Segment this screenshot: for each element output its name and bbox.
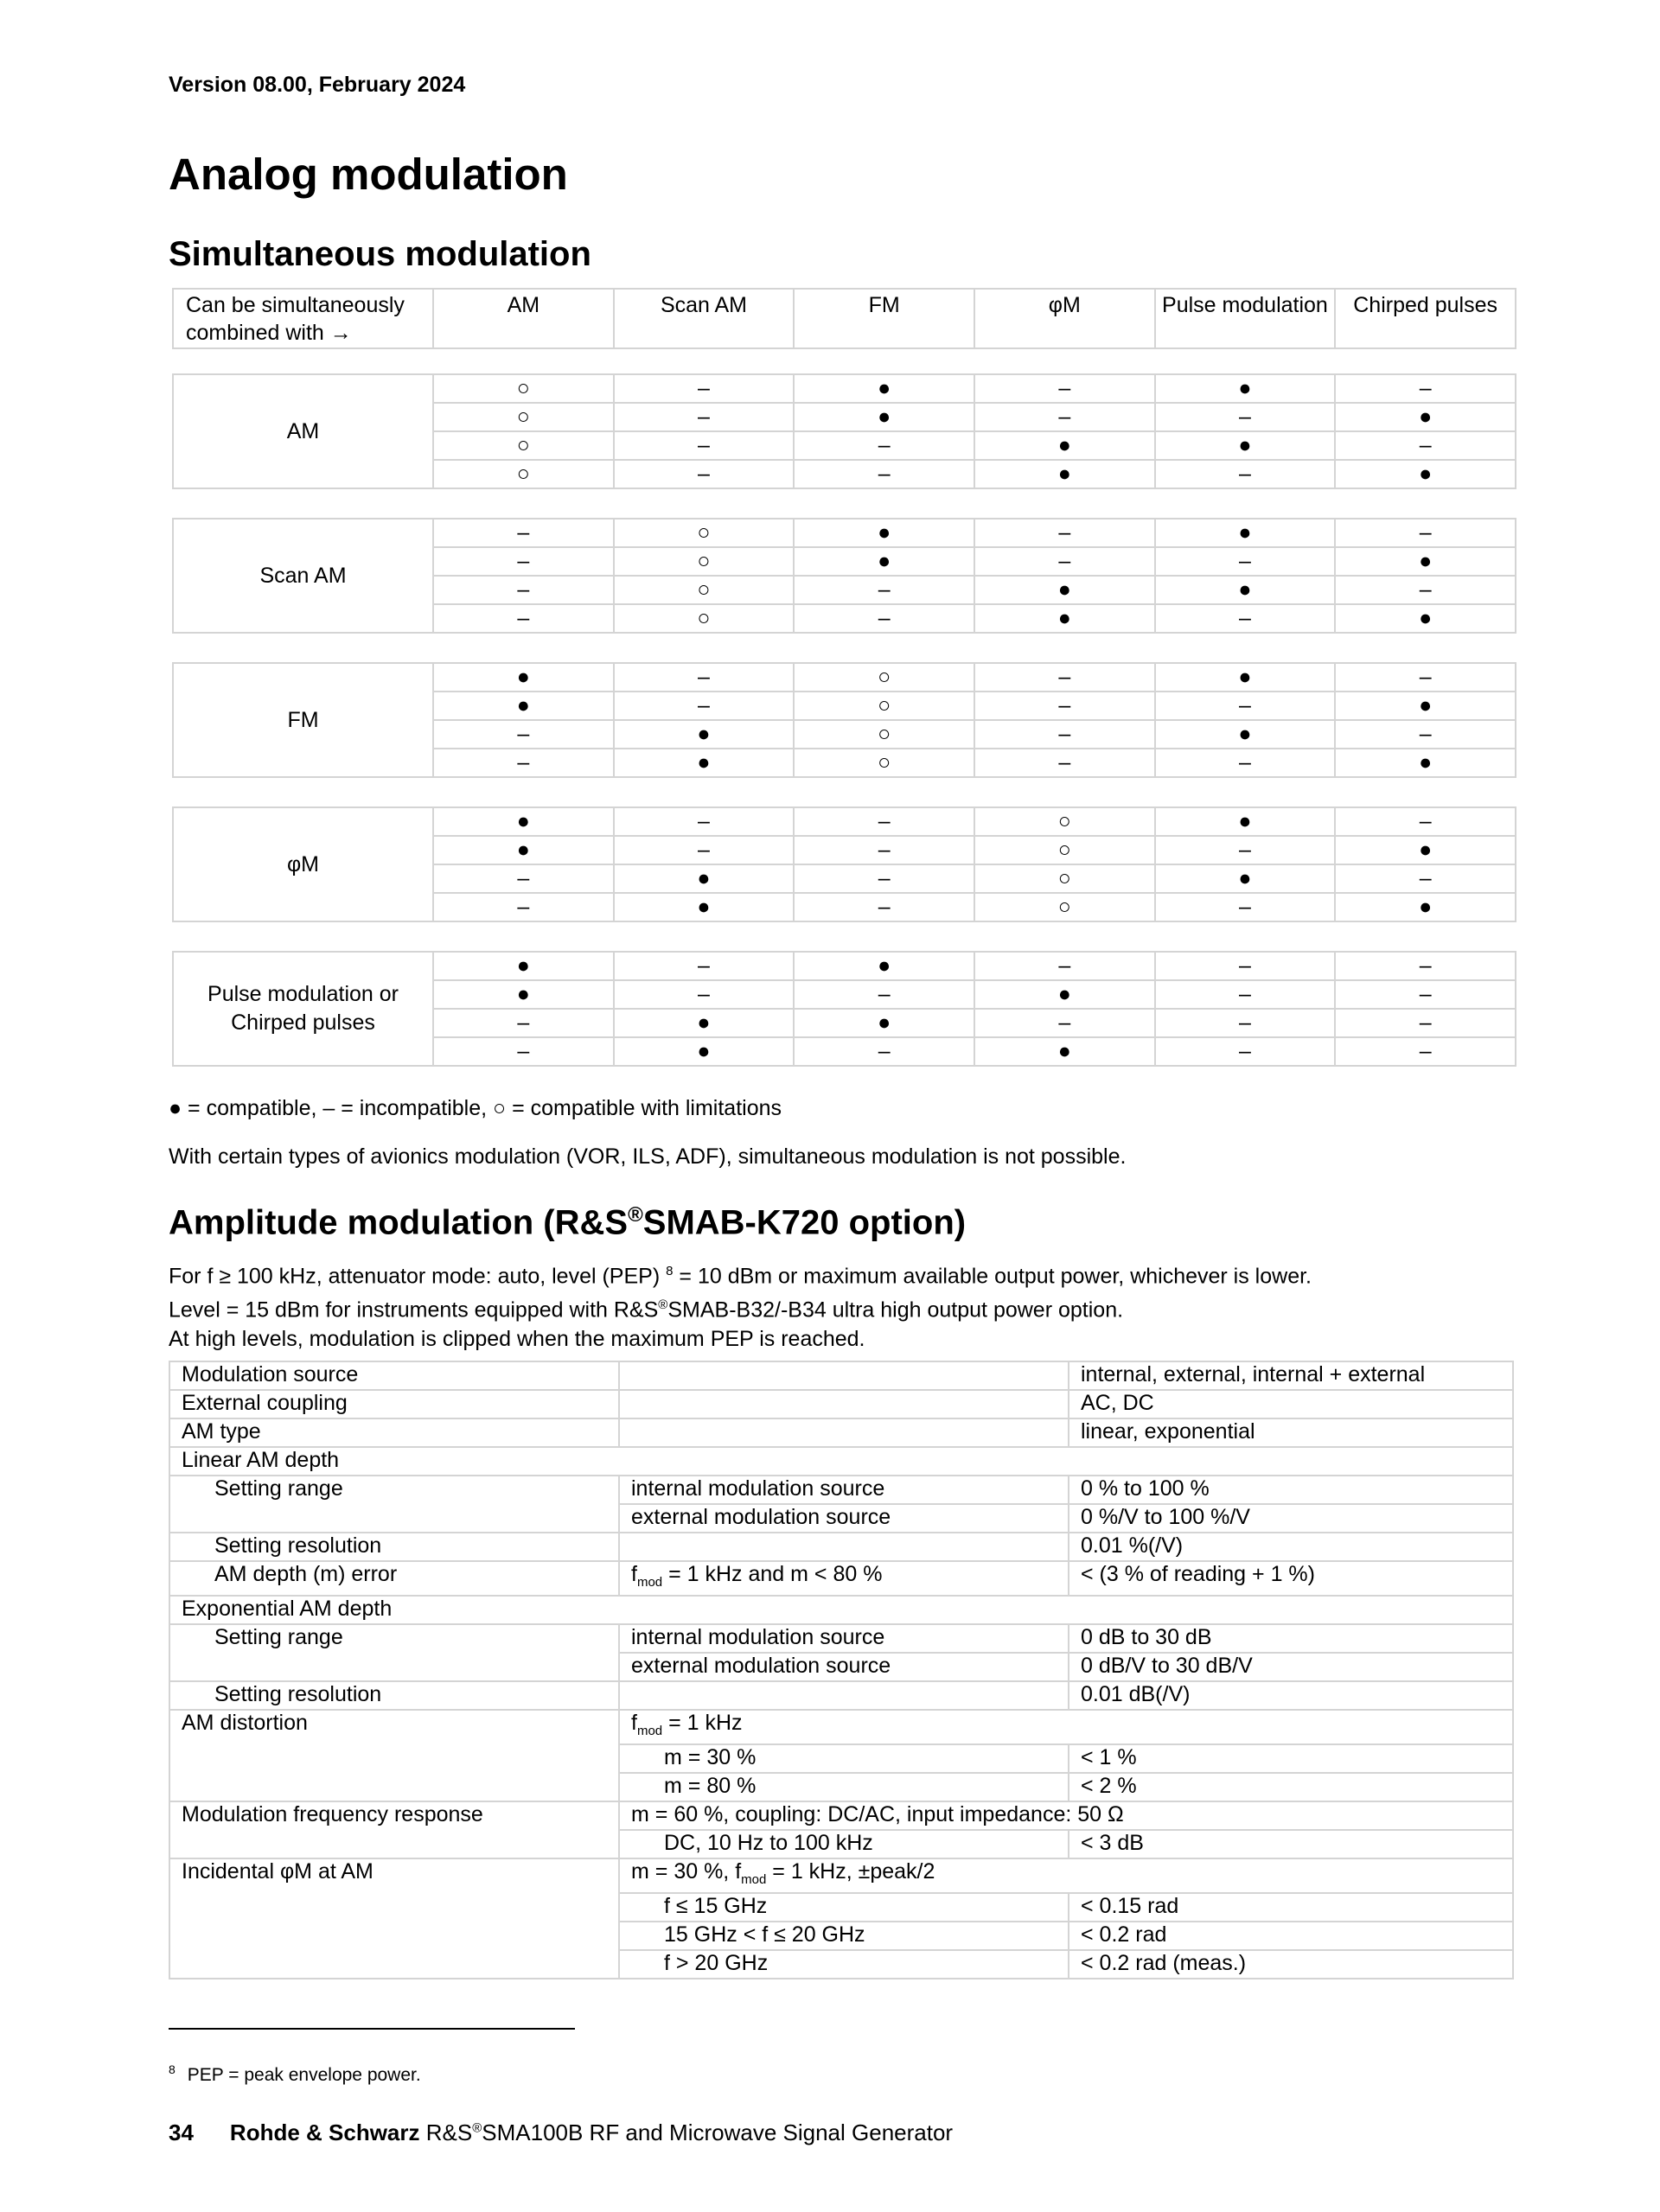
compat-cell: ● xyxy=(1155,519,1336,547)
compat-cell: ● xyxy=(614,1037,795,1066)
avionics-note: With certain types of avionics modulation (VOR, ILS, ADF), simultaneous modulation is not possible. xyxy=(169,1144,1127,1169)
header-fm: FM xyxy=(794,289,974,348)
compat-cell: ● xyxy=(433,692,614,720)
compat-cell: – xyxy=(1155,460,1336,488)
table-row: 15 GHz < f ≤ 20 GHz < 0.2 rad xyxy=(169,1922,1513,1950)
compat-cell: – xyxy=(794,460,974,488)
compat-cell: ● xyxy=(1335,403,1516,431)
simultaneous-header-table xyxy=(172,288,1516,349)
compat-cell: – xyxy=(1335,1037,1516,1066)
compat-cell: ● xyxy=(1335,604,1516,633)
compat-cell: ● xyxy=(1335,749,1516,777)
compat-cell: – xyxy=(974,519,1155,547)
compat-cell: – xyxy=(614,374,795,403)
compat-cell: ● xyxy=(1155,720,1336,749)
page-footer: 34 Rohde & Schwarz R&S®SMA100B RF and Microwave Signal Generator xyxy=(169,2120,954,2145)
compat-cell: – xyxy=(1155,952,1336,980)
compat-cell: – xyxy=(974,692,1155,720)
table-row: Modulation source internal, external, internal + external xyxy=(169,1361,1513,1390)
header-pulse-modulation: Pulse modulation xyxy=(1155,289,1336,348)
product-name: SMA100B RF and Microwave Signal Generator xyxy=(482,2120,954,2145)
compat-cell: ○ xyxy=(974,864,1155,893)
group-table-2 xyxy=(172,662,1516,778)
compat-cell: – xyxy=(433,749,614,777)
compat-cell: – xyxy=(974,547,1155,576)
compat-cell: – xyxy=(614,807,795,836)
compat-cell: ○ xyxy=(433,403,614,431)
compat-cell: – xyxy=(794,576,974,604)
group-table-3 xyxy=(172,806,1516,922)
am-heading: Amplitude modulation (R&S®SMAB-K720 option) xyxy=(169,1203,967,1242)
table-row: Setting resolution 0.01 dB(/V) xyxy=(169,1681,1513,1710)
compat-cell: ○ xyxy=(614,604,795,633)
compat-cell: – xyxy=(1335,431,1516,460)
group-label: FM xyxy=(173,663,433,777)
compat-cell: – xyxy=(1335,663,1516,692)
compat-cell: – xyxy=(1335,519,1516,547)
compat-cell: – xyxy=(1155,403,1336,431)
compat-cell: – xyxy=(794,836,974,864)
table-row: Setting range internal modulation source 0 % to 100 % xyxy=(169,1476,1513,1504)
compat-cell: ● xyxy=(614,1009,795,1037)
footnote: $^8$ PEP = peak envelope power. xyxy=(169,2062,421,2085)
compat-cell: ○ xyxy=(974,893,1155,921)
compat-cell: ● xyxy=(794,403,974,431)
compat-cell: – xyxy=(614,431,795,460)
compat-cell: ● xyxy=(614,720,795,749)
compat-cell: – xyxy=(1155,980,1336,1009)
legend: ● = compatible, – = incompatible, ○ = compatible with limitations xyxy=(169,1096,782,1120)
header-combined-with: Can be simultaneously combined with → xyxy=(173,289,433,348)
compat-cell: ● xyxy=(614,893,795,921)
table-row: f ≤ 15 GHz < 0.15 rad xyxy=(169,1893,1513,1922)
compat-cell: ○ xyxy=(974,807,1155,836)
compat-cell: – xyxy=(974,374,1155,403)
header-scan-am: Scan AM xyxy=(614,289,795,348)
compat-cell: ● xyxy=(974,980,1155,1009)
compat-cell: – xyxy=(614,980,795,1009)
compat-cell: – xyxy=(794,807,974,836)
compat-cell: ● xyxy=(614,749,795,777)
compat-cell: – xyxy=(1155,692,1336,720)
footnote-ref: 8 xyxy=(666,1264,674,1278)
compat-cell: – xyxy=(1155,1037,1336,1066)
compat-cell: – xyxy=(974,1009,1155,1037)
compat-cell: – xyxy=(614,952,795,980)
company-name: Rohde & Schwarz xyxy=(229,2120,420,2145)
group-label: AM xyxy=(173,374,433,488)
table-row: AM depth (m) error $f_{mod} = 1$ kHz and m < 80 % < (3 % of reading + 1 %) xyxy=(169,1561,1513,1596)
table-row: f > 20 GHz < 0.2 rad (meas.) xyxy=(169,1950,1513,1979)
compat-cell: – xyxy=(974,720,1155,749)
compat-cell: ○ xyxy=(614,547,795,576)
compat-cell: – xyxy=(1335,576,1516,604)
compat-cell: – xyxy=(1335,952,1516,980)
compat-cell: ● xyxy=(974,604,1155,633)
compat-cell: – xyxy=(974,403,1155,431)
compat-cell: – xyxy=(974,663,1155,692)
table-row: Setting range internal modulation source 0 dB to 30 dB xyxy=(169,1624,1513,1653)
am-intro-line-1: For f ≥ 100 kHz, attenuator mode: auto, level (PEP) $^8$ = 10 dBm or maximum available output power, whichever is lower. xyxy=(169,1264,1312,1289)
table-row: Exponential AM depth xyxy=(169,1596,1513,1624)
page-number: 34 xyxy=(169,2120,194,2145)
compat-cell: – xyxy=(974,749,1155,777)
compat-cell: – xyxy=(433,547,614,576)
compat-cell: – xyxy=(433,1037,614,1066)
compat-cell: ○ xyxy=(614,519,795,547)
table-row: external modulation source 0 %/V to 100 %/V xyxy=(169,1504,1513,1533)
group-label: Pulse modulation or Chirped pulses xyxy=(173,952,433,1066)
compat-cell: – xyxy=(794,1037,974,1066)
table-row: External coupling AC, DC xyxy=(169,1390,1513,1418)
group-table-0 xyxy=(172,373,1516,489)
compat-cell: ● xyxy=(1155,431,1336,460)
compat-cell: – xyxy=(794,893,974,921)
header-am: AM xyxy=(433,289,614,348)
am-intro xyxy=(169,1257,1312,1354)
compat-cell: ○ xyxy=(794,720,974,749)
compat-cell: – xyxy=(1335,864,1516,893)
compat-cell: – xyxy=(1155,749,1336,777)
compat-cell: ● xyxy=(1335,460,1516,488)
compat-cell: – xyxy=(433,576,614,604)
group-table-1 xyxy=(172,518,1516,634)
compat-cell: ● xyxy=(974,576,1155,604)
compat-cell: – xyxy=(614,403,795,431)
group-label: φM xyxy=(173,807,433,921)
simultaneous-heading: Simultaneous modulation xyxy=(169,235,591,273)
compat-cell: ● xyxy=(614,864,795,893)
compat-cell: ○ xyxy=(794,663,974,692)
version-label: Version 08.00, February 2024 xyxy=(169,73,466,97)
compat-cell: – xyxy=(1335,807,1516,836)
compat-cell: ○ xyxy=(433,460,614,488)
compat-cell: – xyxy=(974,952,1155,980)
am-spec-table xyxy=(169,1361,1514,1979)
compat-cell: – xyxy=(614,460,795,488)
compat-cell: – xyxy=(794,604,974,633)
compat-cell: – xyxy=(1155,893,1336,921)
page-title: Analog modulation xyxy=(169,150,568,199)
compat-cell: ○ xyxy=(614,576,795,604)
compat-cell: ● xyxy=(433,980,614,1009)
compat-cell: ● xyxy=(433,952,614,980)
compat-cell: ● xyxy=(1155,807,1336,836)
table-row: Setting resolution 0.01 %(/V) xyxy=(169,1533,1513,1561)
table-row: AM type linear, exponential xyxy=(169,1418,1513,1447)
compat-cell: ● xyxy=(794,547,974,576)
compat-cell: ○ xyxy=(433,431,614,460)
compat-cell: ● xyxy=(794,1009,974,1037)
table-row xyxy=(173,374,1516,403)
compat-cell: – xyxy=(1335,720,1516,749)
compat-cell: – xyxy=(433,1009,614,1037)
compat-cell: – xyxy=(1335,374,1516,403)
group-label: Scan AM xyxy=(173,519,433,633)
compat-cell: – xyxy=(794,431,974,460)
table-row xyxy=(173,519,1516,547)
compat-cell: ● xyxy=(794,374,974,403)
table-row xyxy=(173,663,1516,692)
am-intro-line-2: Level = 15 dBm for instruments equipped with R&S®SMAB-B32/-B34 ultra high output power option. xyxy=(169,1297,1124,1323)
compat-cell: ● xyxy=(433,663,614,692)
compat-cell: ● xyxy=(1335,692,1516,720)
compat-cell: ○ xyxy=(794,749,974,777)
group-table-4 xyxy=(172,951,1516,1067)
compat-cell: ○ xyxy=(794,692,974,720)
compat-cell: – xyxy=(433,604,614,633)
compat-cell: ● xyxy=(1155,374,1336,403)
table-row: Modulation frequency response m = 60 %, coupling: DC/AC, input impedance: 50 Ω xyxy=(169,1801,1513,1830)
compat-cell: – xyxy=(614,692,795,720)
table-row: m = 80 % < 2 % xyxy=(169,1773,1513,1801)
table-row xyxy=(173,952,1516,980)
compat-cell: ● xyxy=(974,460,1155,488)
compat-cell: – xyxy=(1155,604,1336,633)
compat-cell: – xyxy=(1155,547,1336,576)
compat-cell: – xyxy=(1335,1009,1516,1037)
table-row: Linear AM depth xyxy=(169,1447,1513,1476)
compat-cell: – xyxy=(1335,980,1516,1009)
am-intro-line-3: At high levels, modulation is clipped when the maximum PEP is reached. xyxy=(169,1326,865,1351)
compat-cell: ● xyxy=(1155,663,1336,692)
footnote-divider xyxy=(169,2028,575,2030)
header-phim: φM xyxy=(974,289,1155,348)
compat-cell: ● xyxy=(433,807,614,836)
compat-cell: ● xyxy=(1335,547,1516,576)
table-row: AM distortion $f_{mod} = 1$ kHz xyxy=(169,1710,1513,1744)
compat-cell: ● xyxy=(974,431,1155,460)
compat-cell: – xyxy=(433,519,614,547)
compat-cell: ○ xyxy=(433,374,614,403)
compat-cell: – xyxy=(794,980,974,1009)
header-chirped-pulses: Chirped pulses xyxy=(1335,289,1516,348)
table-row: Incidental φM at AM m = 30 %, $f_{mod} = 1$ kHz, ±peak/2 xyxy=(169,1858,1513,1893)
compat-cell: ● xyxy=(1155,864,1336,893)
compat-cell: ● xyxy=(1155,576,1336,604)
compat-cell: ● xyxy=(1335,893,1516,921)
compat-cell: ● xyxy=(1335,836,1516,864)
compat-cell: ● xyxy=(794,952,974,980)
compat-cell: – xyxy=(614,836,795,864)
table-row: external modulation source 0 dB/V to 30 dB/V xyxy=(169,1653,1513,1681)
compat-cell: – xyxy=(614,663,795,692)
table-row: DC, 10 Hz to 100 kHz < 3 dB xyxy=(169,1830,1513,1858)
compat-cell: – xyxy=(794,864,974,893)
compat-cell: – xyxy=(433,720,614,749)
compat-cell: – xyxy=(433,893,614,921)
compat-cell: ● xyxy=(433,836,614,864)
compat-cell: – xyxy=(1155,836,1336,864)
table-row xyxy=(173,807,1516,836)
compat-cell: ● xyxy=(794,519,974,547)
compat-cell: – xyxy=(1155,1009,1336,1037)
compat-cell: – xyxy=(433,864,614,893)
compat-cell: ○ xyxy=(974,836,1155,864)
compat-cell: ● xyxy=(974,1037,1155,1066)
table-row: m = 30 % < 1 % xyxy=(169,1744,1513,1773)
